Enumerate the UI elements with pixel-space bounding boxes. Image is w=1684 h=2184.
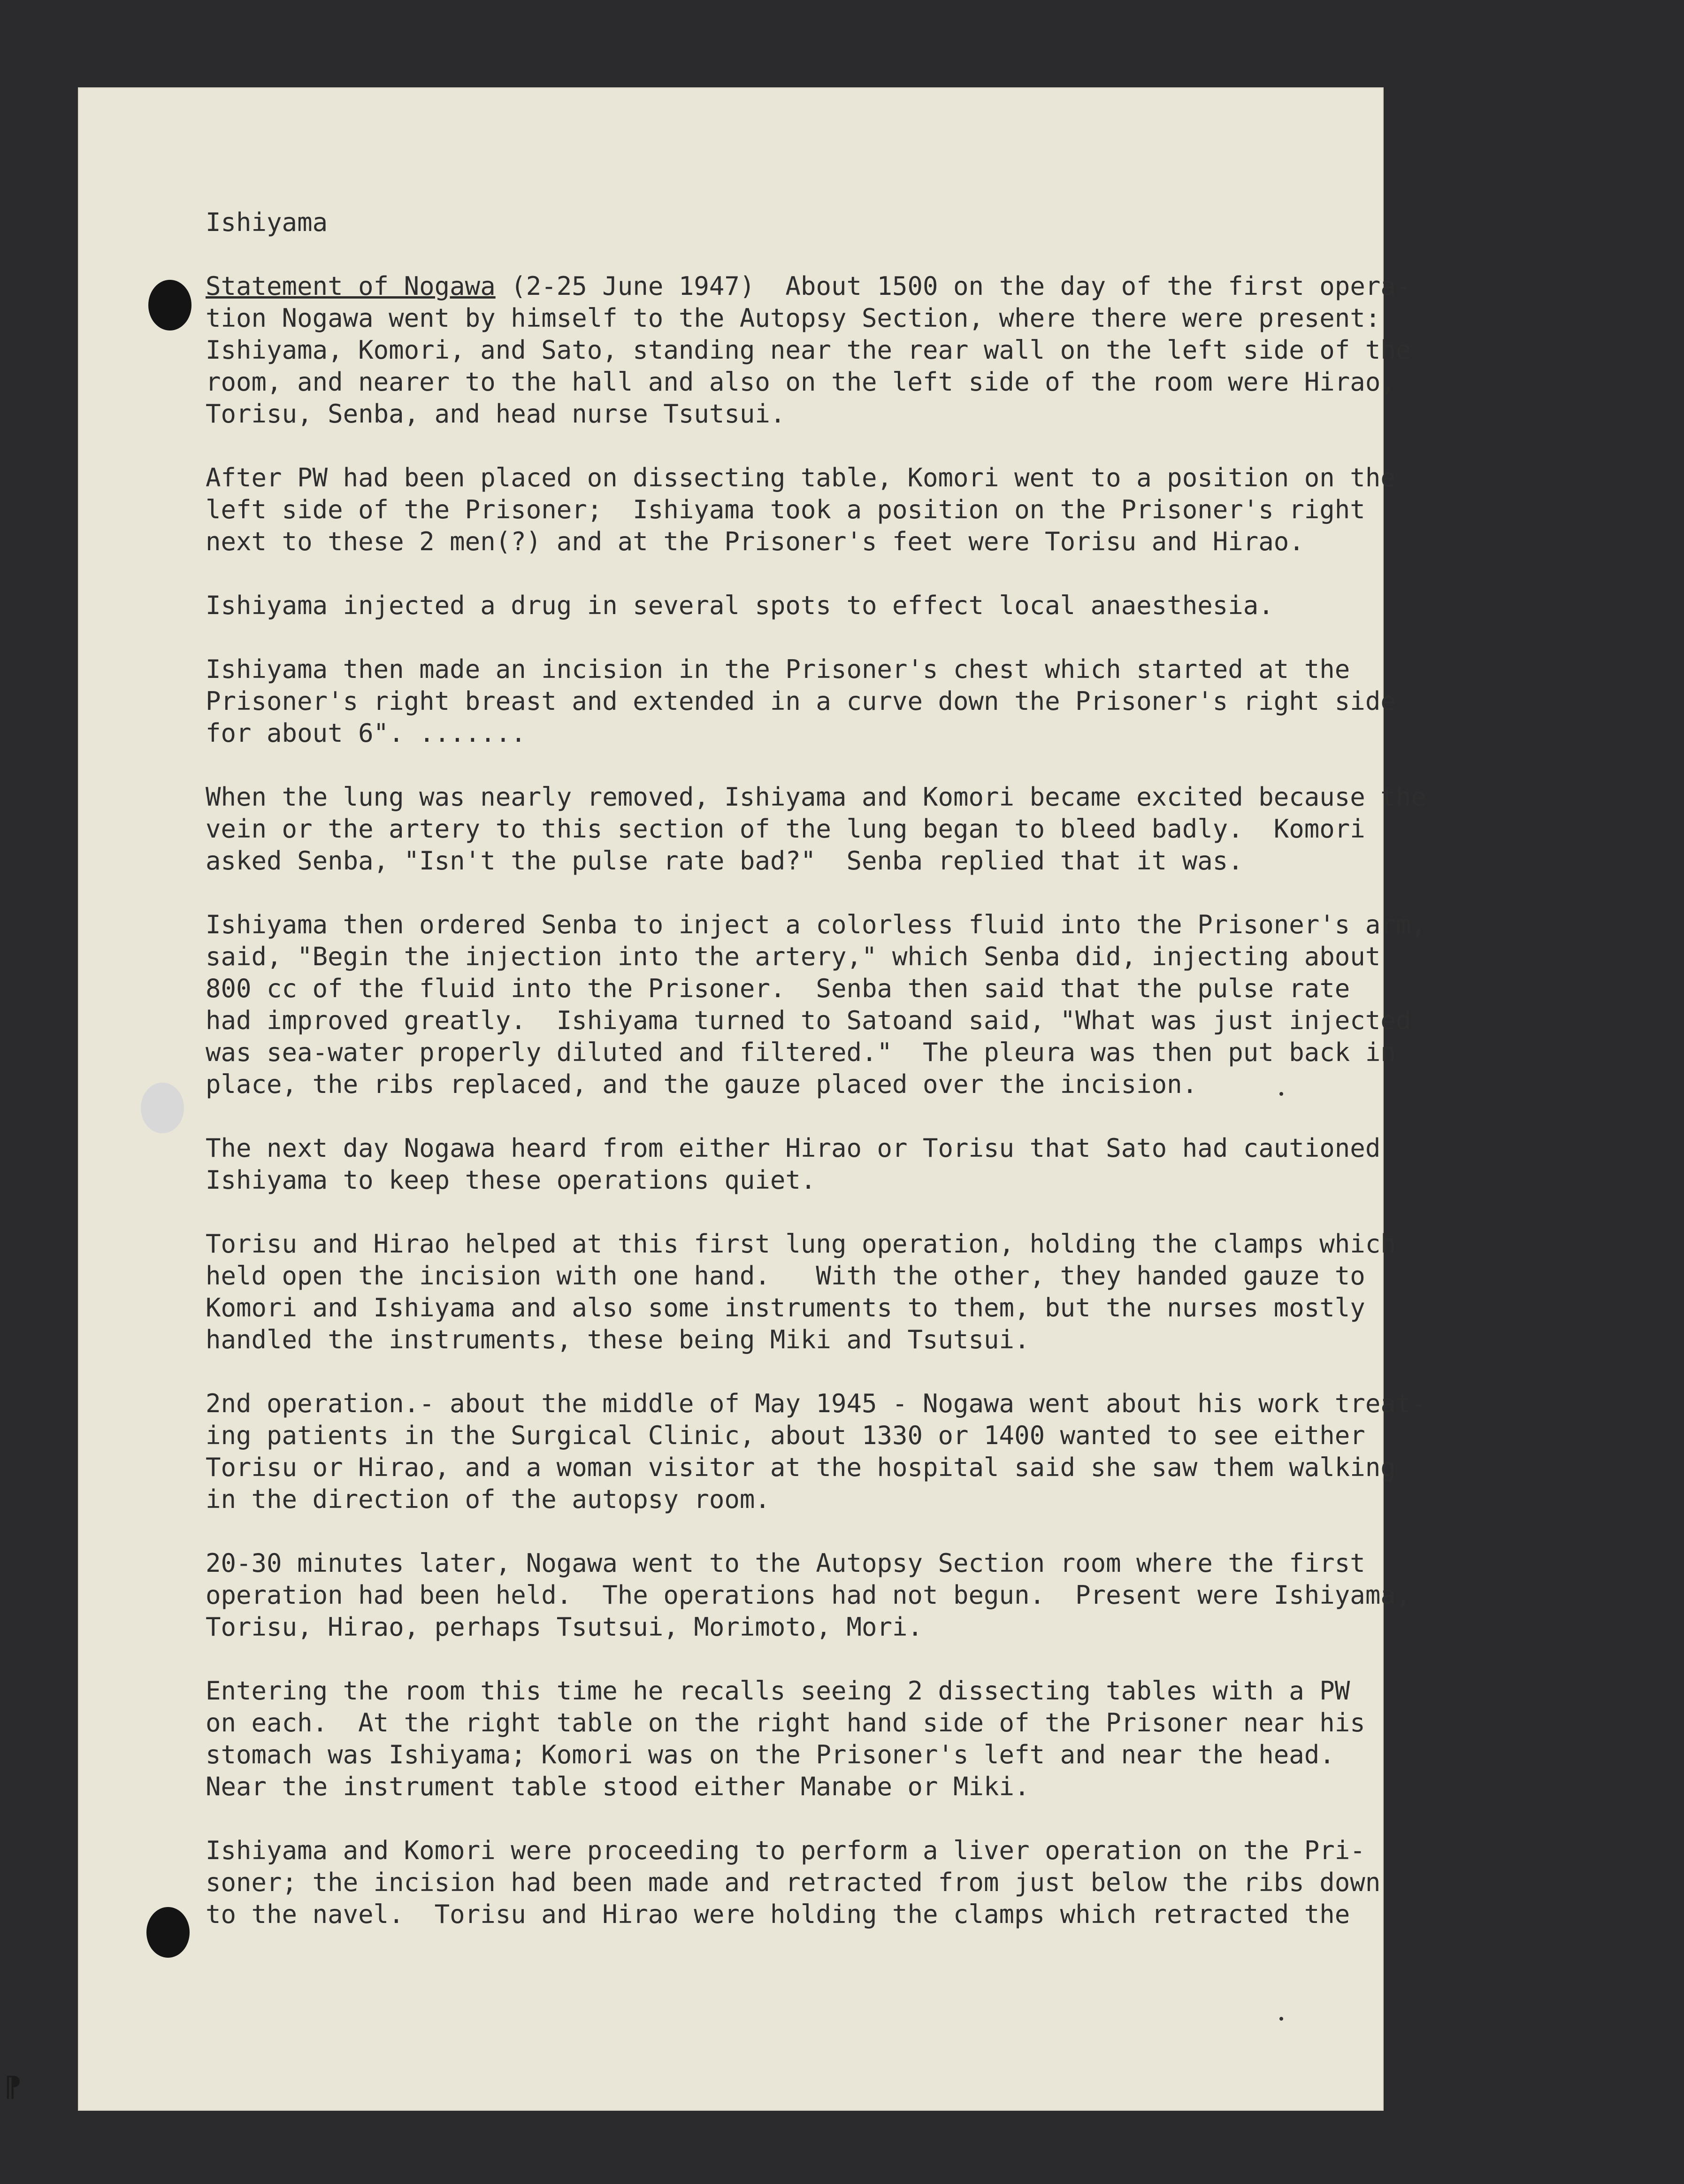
line-text: 20-30 minutes later, Nogawa went to the Autopsy Section room where the first (206, 1548, 1365, 1578)
line-text: Ishiyama and Komori were proceeding to perform a liver operation on the Pri- (206, 1836, 1365, 1865)
paragraph-gap (206, 1356, 1567, 1388)
paragraph (206, 654, 1567, 749)
text-line (206, 1260, 1567, 1292)
paragraph (206, 1228, 1567, 1356)
line-text: room, and nearer to the hall and also on the left side of the room were Hirao, (206, 367, 1396, 397)
paragraph (206, 1132, 1567, 1196)
text-line (206, 973, 1567, 1005)
corner-stamp-mark: ⁋ (4, 2070, 22, 2103)
line-text: Torisu or Hirao, and a woman visitor at the hospital said she saw them walking (206, 1453, 1396, 1482)
line-text: Entering the room this time he recalls seeing 2 dissecting tables with a PW (206, 1676, 1350, 1706)
text-line (206, 813, 1567, 845)
paragraph (206, 781, 1567, 877)
line-text: in the direction of the autopsy room. (206, 1484, 770, 1514)
text-line (206, 1005, 1567, 1037)
line-text: stomach was Ishiyama; Komori was on the Prisoner's left and near the head. (206, 1740, 1335, 1769)
text-line (206, 270, 1567, 302)
text-line (206, 1771, 1567, 1803)
text-line (206, 1579, 1567, 1611)
line-text: Ishiyama then made an incision in the Prisoner's chest which started at the (206, 654, 1350, 684)
line-text: 2nd operation.- about the middle of May 1945 - Nogawa went about his work treat- (206, 1389, 1426, 1418)
text-line (206, 909, 1567, 941)
text-line (206, 494, 1567, 526)
paragraph (206, 909, 1567, 1100)
text-line (206, 845, 1567, 877)
text-line (206, 1484, 1567, 1515)
text-line (206, 1675, 1567, 1707)
paragraph (206, 590, 1567, 622)
text-line (206, 654, 1567, 685)
text-line (206, 1069, 1567, 1100)
paragraph-gap (206, 1643, 1567, 1675)
text-line (206, 781, 1567, 813)
speck-mark (1279, 2017, 1283, 2021)
paragraph-gap (206, 1196, 1567, 1228)
line-text: The next day Nogawa heard from either Hirao or Torisu that Sato had cautioned (206, 1133, 1381, 1163)
line-text: Ishiyama to keep these operations quiet. (206, 1165, 816, 1195)
line-text: Torisu, Senba, and head nurse Tsutsui. (206, 399, 786, 429)
paragraph (206, 1675, 1567, 1803)
line-text: vein or the artery to this section of the lung began to bleed badly. Komori (206, 814, 1365, 844)
text-line (206, 302, 1567, 334)
text-line (206, 398, 1567, 430)
text-line (206, 1132, 1567, 1164)
paragraph-gap (206, 622, 1567, 654)
line-text: ing patients in the Surgical Clinic, about 1330 or 1400 wanted to see either (206, 1421, 1365, 1450)
text-line (206, 1899, 1567, 1930)
text-line (206, 1164, 1567, 1196)
paragraph-gap (206, 877, 1567, 909)
text-line (206, 462, 1567, 494)
text-line (206, 1739, 1567, 1771)
text-line (206, 1420, 1567, 1452)
text-line (206, 526, 1567, 558)
line-text: for about 6". ....... (206, 718, 526, 748)
line-text: soner; the incision had been made and retracted from just below the ribs down (206, 1868, 1381, 1897)
text-line (206, 1324, 1567, 1356)
paragraph-gap (206, 1803, 1567, 1835)
text-line (206, 366, 1567, 398)
paragraph (206, 270, 1567, 430)
text-line (206, 941, 1567, 973)
line-text: asked Senba, "Isn't the pulse rate bad?" Senba replied that it was. (206, 846, 1243, 876)
paragraph-list (206, 270, 1567, 1930)
punch-hole-top (148, 280, 191, 331)
text-line (206, 1452, 1567, 1484)
line-text: (2-25 June 1947) About 1500 on the day of the first opera- (495, 271, 1411, 301)
line-text: tion Nogawa went by himself to the Autopsy Section, where there were present: (206, 303, 1381, 333)
paragraph-gap (206, 558, 1567, 590)
text-line (206, 1228, 1567, 1260)
text-line (206, 1388, 1567, 1420)
statement-title: Statement of Nogawa (206, 271, 496, 301)
text-line (206, 1037, 1567, 1069)
text-line (206, 334, 1567, 366)
document-text (206, 207, 1567, 1930)
line-text: to the navel. Torisu and Hirao were holding the clamps which retracted the (206, 1899, 1350, 1929)
line-text: Torisu, Hirao, perhaps Tsutsui, Morimoto, Mori. (206, 1612, 923, 1642)
text-line (206, 717, 1567, 749)
text-line (206, 685, 1567, 717)
line-text: next to these 2 men(?) and at the Prisoner's feet were Torisu and Hirao. (206, 527, 1304, 556)
line-text: Near the instrument table stood either Manabe or Miki. (206, 1772, 1030, 1801)
line-text: said, "Begin the injection into the artery," which Senba did, injecting about (206, 942, 1381, 971)
line-text: After PW had been placed on dissecting table, Komori went to a position on the (206, 463, 1396, 492)
text-line (206, 590, 1567, 622)
text-line (206, 1835, 1567, 1867)
text-line (206, 1611, 1567, 1643)
punch-hole-middle (141, 1083, 184, 1133)
text-line (206, 1867, 1567, 1899)
paragraph-gap (206, 749, 1567, 781)
line-text: handled the instruments, these being Miki and Tsutsui. (206, 1325, 1030, 1354)
line-text: Prisoner's right breast and extended in a curve down the Prisoner's right side (206, 686, 1396, 716)
paragraph-gap (206, 1100, 1567, 1132)
line-text: Ishiyama injected a drug in several spots to effect local anaesthesia. (206, 591, 1274, 620)
line-text: When the lung was nearly removed, Ishiyama and Komori became excited because the (206, 782, 1426, 812)
text-line (206, 1547, 1567, 1579)
line-text: operation had been held. The operations had not begun. Present were Ishiyama, (206, 1580, 1411, 1610)
header-gap (206, 238, 1567, 270)
paragraph (206, 1835, 1567, 1930)
document-header: Ishiyama (206, 208, 328, 237)
line-text: Komori and Ishiyama and also some instruments to them, but the nurses mostly (206, 1293, 1365, 1323)
line-text: Ishiyama then ordered Senba to inject a colorless fluid into the Prisoner's arm, (206, 910, 1426, 939)
paragraph (206, 462, 1567, 558)
line-text: Torisu and Hirao helped at this first lung operation, holding the clamps which (206, 1229, 1396, 1259)
line-text: 800 cc of the fluid into the Prisoner. Senba then said that the pulse rate (206, 974, 1350, 1003)
paragraph (206, 1547, 1567, 1643)
text-line (206, 1292, 1567, 1324)
line-text: on each. At the right table on the right hand side of the Prisoner near his (206, 1708, 1365, 1738)
line-text: held open the incision with one hand. With the other, they handed gauze to (206, 1261, 1365, 1291)
line-text: place, the ribs replaced, and the gauze placed over the incision. (206, 1069, 1198, 1099)
line-text: left side of the Prisoner; Ishiyama took a position on the Prisoner's right (206, 495, 1365, 524)
paragraph-gap (206, 430, 1567, 462)
line-text: was sea-water properly diluted and filtered." The pleura was then put back in (206, 1038, 1396, 1067)
punch-hole-bottom (146, 1907, 190, 1958)
text-line (206, 1707, 1567, 1739)
line-text: had improved greatly. Ishiyama turned to Satoand said, "What was just injected (206, 1006, 1411, 1035)
paragraph (206, 1388, 1567, 1515)
paragraph-gap (206, 1515, 1567, 1547)
line-text: Ishiyama, Komori, and Sato, standing near the rear wall on the left side of the (206, 335, 1411, 365)
